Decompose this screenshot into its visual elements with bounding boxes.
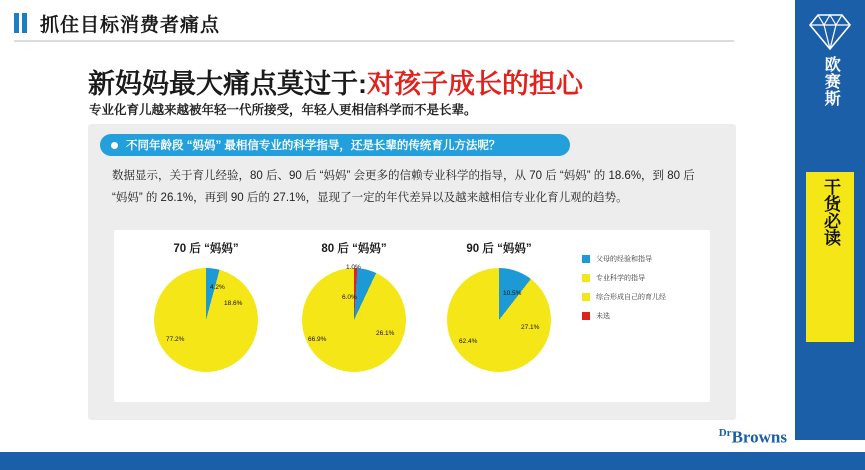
question-text: 不同年龄段 “妈妈” 最相信专业的科学指导，还是长辈的传统育儿方法呢？: [126, 140, 501, 152]
bullet-dot-icon: [111, 142, 118, 149]
sidebar-badge: [806, 172, 854, 342]
pie-label-80s-professional: 26.1%: [376, 330, 395, 337]
legend-label: 专业科学的指导: [596, 275, 645, 282]
pie-chart-80s: [302, 264, 406, 372]
pie-label-70s-own: 77.2%: [166, 336, 185, 343]
pie-label-80s-own: 66.9%: [308, 336, 327, 343]
pie-title-70s: 70 后 “妈妈”: [173, 243, 239, 255]
sidebar-brand-label: 欧赛斯: [822, 56, 840, 107]
pie-chart-70s: [154, 268, 258, 372]
header-divider: [14, 40, 734, 42]
pie-group-90s: [419, 240, 579, 372]
sidebar-brand-text: [795, 56, 865, 113]
footer-brand: [719, 427, 787, 448]
chart-legend: [582, 254, 666, 330]
content-panel: [88, 124, 736, 420]
pie-title-90s: 90 后 “妈妈”: [466, 243, 532, 255]
question-banner: [100, 134, 570, 156]
main-title-black: 新妈妈最大痛点莫过于:: [88, 69, 367, 99]
legend-swatch-icon: [582, 274, 590, 282]
chart-card: [114, 230, 710, 402]
pie-slices-70s: [154, 268, 258, 372]
header-accent-bars-icon: [14, 13, 30, 33]
pie-label-70s-professional: 18.6%: [224, 300, 243, 307]
pie-group-80s: [274, 240, 434, 372]
side-banner: [795, 0, 865, 440]
sidebar-badge-label: 干货必读: [821, 178, 841, 246]
legend-item: [582, 311, 666, 321]
legend-item: [582, 254, 666, 264]
legend-swatch-icon: [582, 312, 590, 320]
footer-brand-prefix: Dr: [718, 427, 732, 440]
legend-label: 未选: [596, 313, 610, 320]
pie-slices-80s: [302, 268, 406, 372]
footer-brand-rest: Browns: [731, 428, 787, 447]
main-title-red: 对孩子成长的担心: [367, 69, 583, 99]
pie-group-70s: [126, 240, 286, 372]
pie-label-90s-parents: 10.5%: [503, 290, 522, 297]
diamond-icon: [808, 12, 852, 55]
pie-label-90s-own: 62.4%: [459, 338, 478, 345]
subtitle: 专业化育儿越来越被年轻一代所接受，年轻人更相信科学而不是长辈。: [89, 103, 477, 117]
pie-label-80s-parents: 6.0%: [342, 294, 357, 301]
legend-item: [582, 273, 666, 283]
legend-swatch-icon: [582, 293, 590, 301]
page-title: 抓住目标消费者痛点: [40, 14, 221, 36]
pie-label-90s-professional: 27.1%: [521, 324, 540, 331]
legend-item: [582, 292, 666, 302]
legend-label: 父母的经验和指导: [596, 256, 652, 263]
pie-label-70s-parents: 4.2%: [210, 284, 225, 291]
legend-swatch-icon: [582, 255, 590, 263]
pie-title-80s: 80 后 “妈妈”: [321, 243, 387, 255]
footer-bar: [0, 452, 865, 470]
slide-header: [0, 8, 220, 38]
pie-chart-90s: [447, 268, 551, 372]
pie-slices-90s: [447, 268, 551, 372]
body-paragraph: 数据显示，关于育儿经验，80 后、90 后 “妈妈” 会更多的信赖专业科学的指导，从 70 后 “妈妈” 的 18.6%，到 80 后 “妈妈” 的 26.1%，再到 90 后的 27.1%，显现了一定的年代差异以及越来越相信专业化育儿观的趋势。: [112, 170, 695, 204]
legend-label: 综合形成自己的育儿经: [596, 294, 666, 301]
main-title: [88, 62, 583, 101]
pie-label-80s-none: 1.0%: [346, 264, 361, 271]
